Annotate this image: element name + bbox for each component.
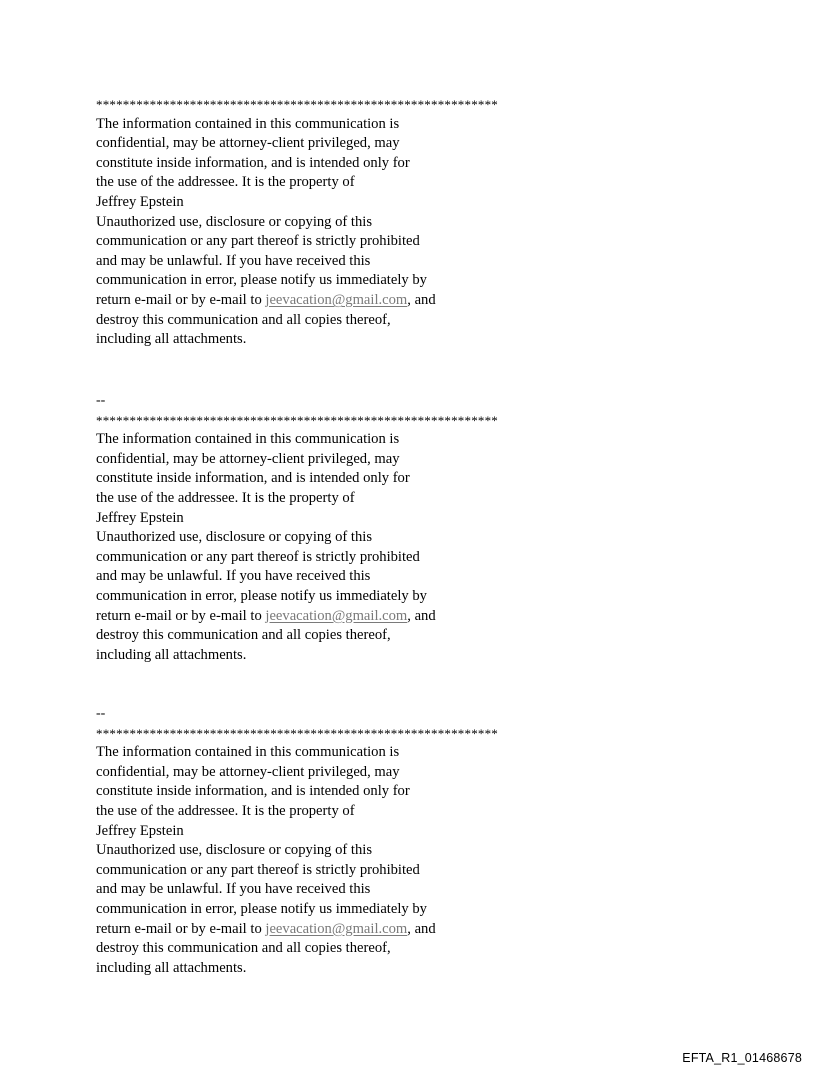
disclaimer-line: Unauthorized use, disclosure or copying of this [96,529,373,546]
disclaimer-line: confidential, may be attorney-client privileged, may [96,450,400,467]
email-link[interactable]: jeevacation@gmail.com [265,607,408,624]
disclaimer-line: and may be unlawful. If you have received this [96,252,371,269]
disclaimer-line: including all attachments. [96,331,247,348]
disclaimer-line: the use of the addressee. It is the property of [96,489,355,506]
disclaimer-line: constitute inside information, and is intended only for [96,783,410,800]
asterisk-separator: ************************************************************ [96,725,498,741]
email-prefix-text: return e-mail or by e-mail to [96,920,266,937]
disclaimer-line: The information contained in this communication is [96,744,400,761]
disclaimer-line: communication in error, please notify us immediately by [96,272,427,289]
disclaimer-line: destroy this communication and all copies thereof, [96,627,391,644]
disclaimer-line-with-email [96,607,596,627]
disclaimer-line: and may be unlawful. If you have received this [96,881,371,898]
disclaimer-line: communication or any part thereof is strictly prohibited [96,233,420,250]
document-id: EFTA_R1_01468678 [682,1051,802,1065]
disclaimer-line-with-email [96,920,596,940]
disclaimer-line: destroy this communication and all copies thereof, [96,940,391,957]
disclaimer-line: The information contained in this communication is [96,115,400,132]
disclaimer-line: communication in error, please notify us immediately by [96,587,427,604]
disclaimer-line: Unauthorized use, disclosure or copying of this [96,213,373,230]
email-prefix-text: return e-mail or by e-mail to [96,607,266,624]
disclaimer-block-1 [96,95,596,350]
disclaimer-block-3 [96,704,596,978]
email-suffix-text: , and [407,607,436,624]
disclaimer-line: confidential, may be attorney-client privileged, may [96,763,400,780]
owner-name: Jeffrey Epstein [96,193,184,210]
disclaimer-line: confidential, may be attorney-client privileged, may [96,135,400,152]
disclaimer-line: communication or any part thereof is strictly prohibited [96,548,420,565]
signature-dash-separator: -- [96,393,106,408]
disclaimer-line: the use of the addressee. It is the property of [96,802,355,819]
disclaimer-line: the use of the addressee. It is the property of [96,174,355,191]
disclaimer-line: Unauthorized use, disclosure or copying of this [96,842,373,859]
email-suffix-text: , and [407,920,436,937]
disclaimer-line: and may be unlawful. If you have received this [96,568,371,585]
disclaimer-line: including all attachments. [96,959,247,976]
disclaimer-line: destroy this communication and all copies thereof, [96,311,391,328]
owner-name: Jeffrey Epstein [96,509,184,526]
email-prefix-text: return e-mail or by e-mail to [96,291,266,308]
asterisk-separator: ************************************************************ [96,97,498,112]
email-link[interactable]: jeevacation@gmail.com [265,291,408,308]
disclaimer-line: communication in error, please notify us immediately by [96,900,427,917]
disclaimer-line: The information contained in this communication is [96,431,400,448]
asterisk-separator: ************************************************************ [96,412,498,428]
email-suffix-text: , and [407,291,436,308]
disclaimer-line: constitute inside information, and is intended only for [96,470,410,487]
disclaimer-line-with-email [96,291,596,311]
disclaimer-line: including all attachments. [96,646,247,663]
disclaimer-block-2 [96,391,596,665]
signature-dash-separator: -- [96,706,106,721]
disclaimer-line: communication or any part thereof is strictly prohibited [96,861,420,878]
owner-name: Jeffrey Epstein [96,822,184,839]
disclaimer-line: constitute inside information, and is intended only for [96,154,410,171]
email-link[interactable]: jeevacation@gmail.com [265,920,408,937]
